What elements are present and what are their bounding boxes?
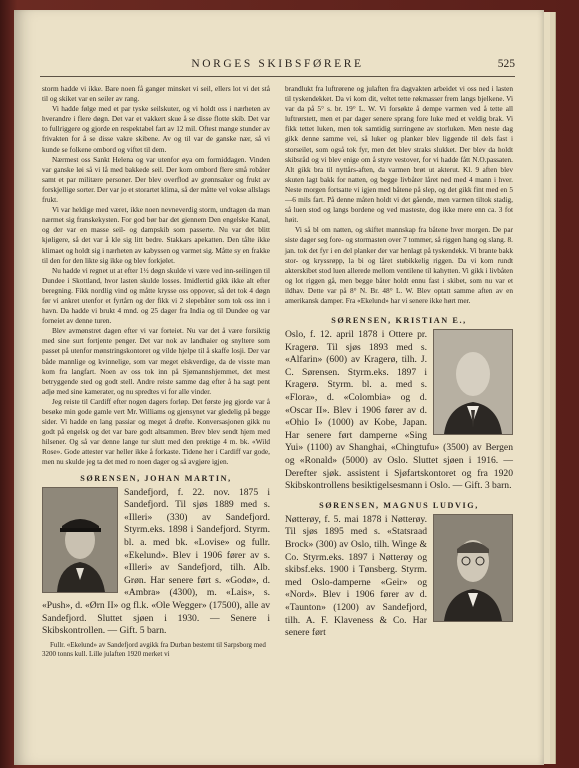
running-title: NORGES SKIBSFØRERE xyxy=(191,58,364,70)
right-column xyxy=(285,84,513,640)
portrait-man-with-glasses-icon xyxy=(434,515,512,621)
running-header xyxy=(40,58,515,74)
paragraph: Nærmest oss Sankt Helena og var utenfor øya om formiddagen. Vinden var ganske løi så vi lå med bakkede seil. Der kom ombord flere små robåter samt et par militære personer. Der blev overflod av grønnsaker og frukt av forskjellige sorter. Der var jo et storartet klima, så der måtte vel vokse allslags frukt. xyxy=(42,154,270,205)
biography-heading: SØRENSEN, KRISTIAN E., xyxy=(331,316,467,326)
paragraph: brandlukt fra luftrørene og julaften fra dagvakten arbeidet vi oss ned i lasten til tyskendekket. Da vi kom dit, veltet tette røkmasser frem langs bjelkene. Vi var da på 5° s. br. 19° L. W. Vi forsøkte å dempe varmen ved å tette all luftrørstett, men et par dager senere sprang fore luke med et veldig brak. Vi fikk tettet luken, men tok samtidig surringene av storluken. Men neste dag gikk denne samme vei, så luker og planker blev liggende til dels fast i storseilet, som også tok fyr, men det blev straks slukket. Der blev da holdt skibsråd og vi blev enige om å styre vestover, for vi hadde fått N.O.passaten. Alt gikk bra til nyttårs-aften, da varmen brøt ut akterut. Kl. 9 aften blev skuten lagt bakk for natten, og begge livbåter låret ned med 4 mann i hver. Neste morgen fortsatte vi igjen med båtene på slep, og det gikk fint med en 5—6 mils fart. På denne måten holdt vi det gående, men varmen tiltok stadig, så luen stod og langs bordene og ved masteste, dog ikke mere enn ca. 3 fot høit. xyxy=(285,84,513,225)
paragraph: Nu hadde vi regnet ut at efter 1½ døgn skulde vi være ved inn-seilingen til Dundee i Skottland, hvor lasten skulde losses. Imidlertid gikk ikke alt efter beregning. Fikk nordlig vind og måtte krysse oss oppover, så det tok 4 døgn før vi ankret utenfor et fyrtårn og der fikk vi 2 slepebåter som tok oss inn i havn. Da hadde vi brukt 4 mnd. og 25 dager fra India og til Dundee og var forneiet av denne turen. xyxy=(42,265,270,326)
portrait-bald-man-icon xyxy=(434,330,512,434)
page-edges xyxy=(550,12,556,764)
paragraph: Vi så bl om natten, og skiftet mannskap fra båtene hver morgen. De par siste dager seg fore- og stormasten over 7 tommer, så riggen hang og slang. 8. jan. tok det fyr i en del planker der var henlagt på tyskendekk. Vi brante bakk stor- og kryssrøpp, la bi og låret støbikkelig riggen. Da vi kom rundt akterskibet stod luen allerede mellom ventilene til kahytten. Vi gikk i livbåten og lot riggen gå, men begge båter holdt ennu fast i skibet, som nu var et ildhav. Dette var på 8° N. Br. 48° L. W. Blev optatt samme aften av en amerikansk damper. Fra «Ekelund» har vi senere ikke hørt mer. xyxy=(285,225,513,305)
portrait-man-with-cap-icon xyxy=(43,488,117,592)
biography-text: Sandefjord, f. 22. nov. 1875 i Sandefjord. Til sjøs 1889 med s. «Illeri» (330) av Sandefjord. Styrm.eks. 1898 i Sandefjord. Styrm. bl. a. med bk. «Lovise» og fullr. «Ekelund». Blev i 1906 fører av s. «Illeri» av Sandefjord, tilh. Alb. Grøn. Har senere ført s. «Godø», d. «Ambra» (4300), m. «Lais», s. «Push», d. «Ørn II» og fl.k. «Ole Wegger» (17500), alle av Sandefjord. Sluttet sjøen i 1930. — Senere i Skibskontrollen. — Gift. 5 barn. xyxy=(42,486,270,637)
footnote-text: Fullr. «Ekelund» av Sandefjord avgikk fra Durban bestemt til Sarpsborg med 3200 tonns kull. Lille julaften 1920 merket vi xyxy=(42,640,266,658)
biography-heading: SØRENSEN, JOHAN MARTIN, xyxy=(80,473,232,483)
paragraph: Blev avmønstret dagen efter vi var forteiet. Nu var det å være forsiktig med sine surt fortjente penger. Det var nok av landhaier og snyltere som passet på utenfor mønstringskontoret og vilde hjelpe til å skaffe losji. Der var både mannlige og kvinnelige, som var meget elskverdige, da de visste man kom fra langfart. Noen av oss tok inn på Sjømannshjemmet, det mest betryggende sted og godt stell. Andre reiste samme dag efter å ha sagt pent adjø med sine kamerater, og nu spredtes vi for alle vinder. xyxy=(42,326,270,396)
header-rule xyxy=(40,76,515,77)
paragraph: Vi var heldige med været, ikke noen nevneverdig storm, undtagen da man nærmet sig franskekysten. For god bør bar det gjennem Den engelske Kanal, og der var en masse seil- og dampskib som passerte. Nu var det blitt kjøligere, så det var å kle sig litt bedre. Stakkars apekatten. Den tålte ikke klimaet og holdt sig i nærheten av kabyssen og varmet sig. Måtte sy en frakke til den for den likte sig ikke og blev forkjølet. xyxy=(42,205,270,265)
narrative-text xyxy=(285,84,513,306)
page-number: 525 xyxy=(497,58,515,70)
left-column xyxy=(42,84,270,659)
biography-text: Oslo, f. 12. april 1878 i Ottere pr. Kragerø. Til sjøs 1893 med s. «Alfarin» (600) av Kragerø, tilh. J. C. Sørensen. Styrm.eks. 1897 i Kragerø. Styrm. bl. a. med s. «Flora», d. «Colombia» og d. «Oscar II». Blev i 1906 fører av d. «Ohio I» (1000) av Kobe, Japan. Har senere ført damperne «Sing Yui» (1100) av Shanghai, «Chingtufu» (3500) av Bergen og «Ronald» (5000) av Oslo. Sluttet sjøen i 1916. — Derefter sjøk. assistent i Sjøfartskontoret og fra 1920 Skibskontrollens besiktigelsesmann i Oslo. — Gift. 3 barn. xyxy=(285,329,513,492)
biography-text: Nøtterøy, f. 5. mai 1878 i Nøtterøy. Til sjøs 1895 med s. «Statsraad Brock» (300) av Oslo, tilh. Winge & Co. Styrm.eks. 1897 i Nøtterøy og skibsf.eks. 1900 i Tønsberg. Styrm. med Oslo-damperne «Geir» og «Nord». Blev i 1906 fører av d. «Taunton» (1200) av Sandefjord, tilh. A. F. Klaveness & Co. Har senere ført xyxy=(285,513,427,639)
portrait-photo xyxy=(42,487,118,593)
paragraph: Vi hadde følge med et par tyske seilskuter, og vi holdt oss i nærheten av hverandre i flere døgn. Det var et vakkert skue å se disse flotte skib. Det var to fullriggere og gjorde en respektabel fart av 12 mil. Oftest mange stunder av frivakten for å se disse vakre skibene. Av og til var de ganske nær, så vi kunde se folkene ombord og viftet til dem. xyxy=(42,104,270,154)
narrative-text xyxy=(42,84,270,468)
portrait-photo xyxy=(433,329,513,435)
biography-heading: SØRENSEN, MAGNUS LUDVIG, xyxy=(319,500,479,510)
portrait-photo xyxy=(433,514,513,622)
paragraph: storm hadde vi ikke. Bare noen få ganger minsket vi seil, ellers lot vi det stå til og skiket var en seiler av rang. xyxy=(42,84,270,104)
paragraph: Jeg reiste til Cardiff efter nogen dagers forløp. Det første jeg gjorde var å besøke min gode gamle vert Mr. Williams og gjensynet var gledelig på begge sider. Vi hadde en lang passiar og meget å drøfte. Konversasjonen gikk nu godt på engelsk og det var bare godt altsammen. Brev blev sendt hjem med hilsener. Og så var denne lange tur slutt med den prektige 4 m. bk. «Wild Rose». Gode attester var heller ikke å forkaste. Tidene her i Cardiff var gode, men nu skulde jeg ta det med ro noen dager og så avgjøre igjen. xyxy=(42,396,270,467)
